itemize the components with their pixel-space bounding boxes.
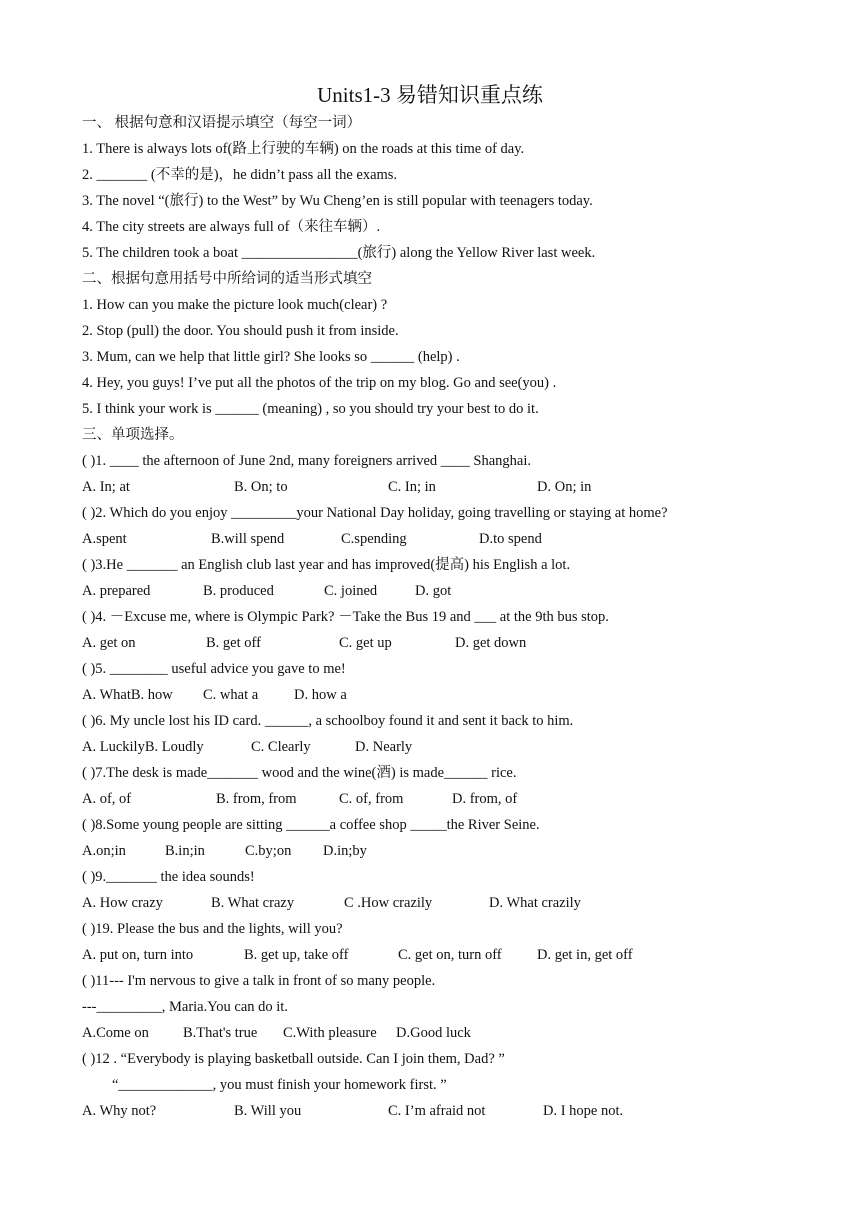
option-c: C.With pleasure [283, 1025, 377, 1041]
option-d: D. got [415, 583, 452, 599]
option-b: B. get up, take off [244, 947, 349, 963]
option-d: D.in;by [323, 843, 367, 859]
option-b: B. from, from [216, 791, 297, 807]
text-line: ( )3.He _______ an English club last year and has improved(提高) his English a lot. [82, 557, 571, 573]
text-line: ( )11--- I'm nervous to give a talk in front of so many people. [82, 973, 436, 989]
option-a: A. put on, turn into [82, 947, 194, 963]
option-a: A. How crazy [82, 895, 163, 911]
option-c: C. In; in [388, 479, 436, 495]
text-line: 5. The children took a boat ________________(旅行) along the Yellow River last week. [82, 245, 596, 261]
page-title: Units1-3 易错知识重点练 [317, 83, 543, 107]
text-line: ( )19. Please the bus and the lights, will you? [82, 921, 343, 937]
text-line: ( )4. －Excuse me, where is Olympic Park? －Take the Bus 19 and ___ at the 9th bus stop. [82, 609, 609, 625]
text-line: 2. _______ (不幸的是)，he didn’t pass all the exams. [82, 167, 398, 183]
text-line: 二、根据句意用括号中所给词的适当形式填空 [82, 271, 372, 287]
option-a: A. prepared [82, 583, 151, 599]
text-line: ( )9._______ the idea sounds! [82, 869, 255, 885]
option-a: A. of, of [82, 791, 132, 807]
option-c: C. joined [324, 583, 378, 599]
option-b: B. What crazy [211, 895, 295, 911]
text-line: ---_________, Maria.You can do it. [82, 999, 288, 1015]
text-line: 5. I think your work is ______ (meaning) , so you should try your best to do it. [82, 401, 539, 417]
text-line: ( )1. ____ the afternoon of June 2nd, many foreigners arrived ____ Shanghai. [82, 453, 531, 469]
option-b: B.in;in [165, 843, 205, 859]
text-line: ( )7.The desk is made_______ wood and the wine(酒) is made______ rice. [82, 765, 517, 781]
option-c: C. I’m afraid not [388, 1103, 486, 1119]
option-a: A. Why not? [82, 1103, 157, 1119]
option-a: A. In; at [82, 479, 130, 495]
option-c: C .How crazily [344, 895, 433, 911]
text-line: 1. There is always lots of(路上行驶的车辆) on the roads at this time of day. [82, 141, 525, 157]
text-line: 4. Hey, you guys! I’ve put all the photos of the trip on my blog. Go and see(you) . [82, 375, 557, 391]
text-line: “_____________, you must finish your homework first. ” [112, 1077, 447, 1093]
option-c: C. get on, turn off [398, 947, 502, 963]
option-d: D.Good luck [396, 1025, 471, 1041]
option-d: D. I hope not. [543, 1103, 624, 1119]
option-c: C.spending [341, 531, 407, 547]
option-d: D. What crazily [489, 895, 581, 911]
option-a: A.on;in [82, 843, 126, 859]
option-c: D. how a [294, 687, 347, 703]
text-line: ( )12 . “Everybody is playing basketball outside. Can I join them, Dad? ” [82, 1051, 505, 1067]
option-d: D.to spend [479, 531, 542, 547]
option-a: A.spent [82, 531, 127, 547]
option-b: C. Clearly [251, 739, 311, 755]
option-b: B. produced [203, 583, 274, 599]
option-b: B.will spend [211, 531, 285, 547]
option-c: C. get up [339, 635, 392, 651]
option-d: D. On; in [537, 479, 592, 495]
option-b: B.That's true [183, 1025, 258, 1041]
text-line: 4. The city streets are always full of（来往车辆）. [82, 219, 381, 235]
text-line: ( )2. Which do you enjoy _________your National Day holiday, going travelling or staying at home? [82, 505, 668, 521]
option-b: B. Will you [234, 1103, 302, 1119]
option-c: D. Nearly [355, 739, 413, 755]
option-d: D. get in, get off [537, 947, 633, 963]
option-d: D. from, of [452, 791, 518, 807]
text-line: 三、单项选择。 [82, 427, 184, 443]
option-b: C. what a [203, 687, 259, 703]
text-line: 1. How can you make the picture look much(clear) ? [82, 297, 388, 313]
option-b: B. get off [206, 635, 261, 651]
text-line: 3. The novel “(旅行) to the West” by Wu Cheng’en is still popular with teenagers today. [82, 193, 593, 209]
option-d: D. get down [455, 635, 527, 651]
text-line: ( )5. ________ useful advice you gave to me! [82, 661, 346, 677]
option-a: A. LuckilyB. Loudly [82, 739, 204, 755]
text-line: 2. Stop (pull) the door. You should push it from inside. [82, 323, 399, 339]
text-line: 3. Mum, can we help that little girl? She looks so ______ (help) . [82, 349, 460, 365]
option-a: A. get on [82, 635, 136, 651]
option-a: A. WhatB. how [82, 687, 173, 703]
option-b: B. On; to [234, 479, 288, 495]
text-line: ( )8.Some young people are sitting ______a coffee shop _____the River Seine. [82, 817, 540, 833]
option-c: C.by;on [245, 843, 292, 859]
option-a: A.Come on [82, 1025, 149, 1041]
text-line: 一、 根据句意和汉语提示填空（每空一词） [82, 115, 362, 131]
text-line: ( )6. My uncle lost his ID card. ______, a schoolboy found it and sent it back to him. [82, 713, 574, 729]
option-c: C. of, from [339, 791, 404, 807]
